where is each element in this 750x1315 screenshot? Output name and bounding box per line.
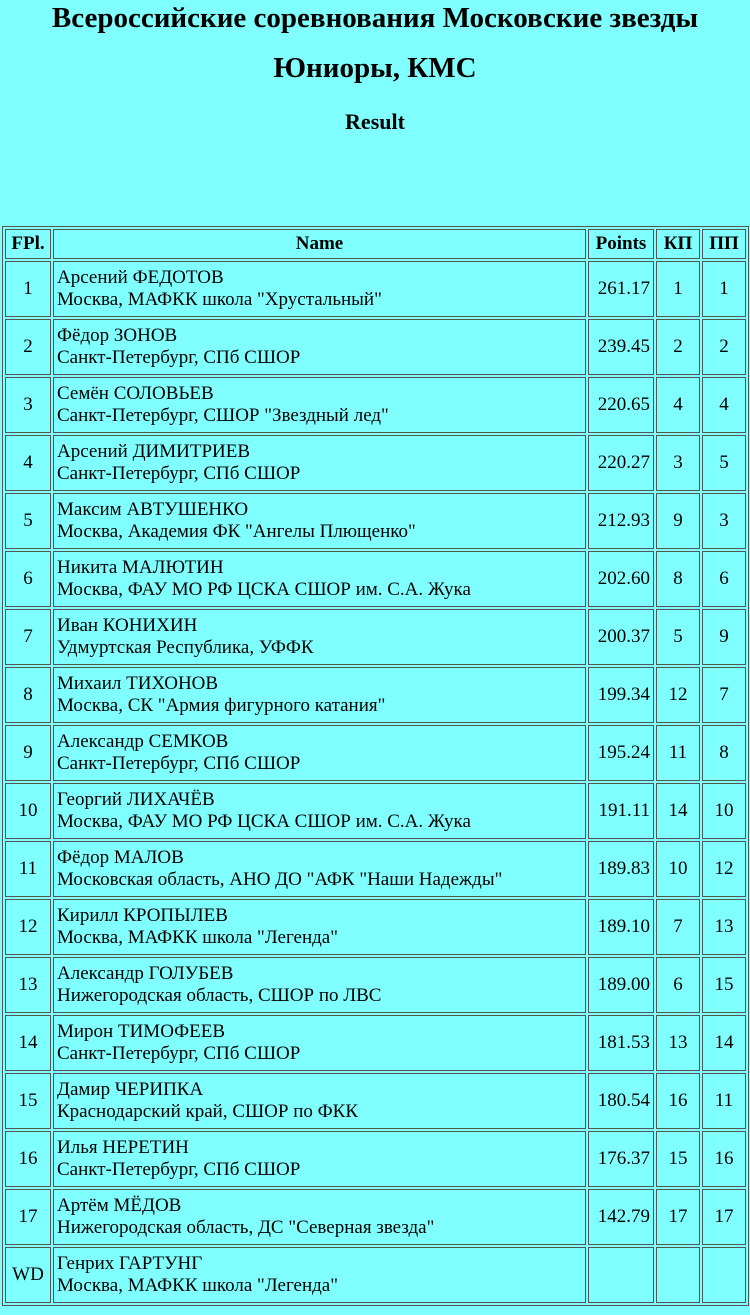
sp-cell — [656, 493, 700, 549]
sp-cell — [656, 783, 700, 839]
skater-cell — [53, 1189, 586, 1245]
sp-cell — [656, 435, 700, 491]
place-cell — [5, 725, 51, 781]
fs-rank: 14 — [714, 1032, 734, 1053]
sp-cell — [656, 1247, 700, 1303]
sp-cell — [656, 841, 700, 897]
skater-cell — [53, 1247, 586, 1303]
sp-cell — [656, 609, 700, 665]
skater-name: Михаил ТИХОНОВ — [57, 673, 219, 694]
place: 11 — [18, 858, 38, 879]
place: 5 — [23, 510, 33, 531]
skater-club: Москва, ФАУ МО РФ ЦСКА СШОР им. С.А. Жука — [57, 811, 471, 832]
skater-cell — [53, 957, 586, 1013]
points-value: 142.79 — [597, 1206, 650, 1227]
fs-cell — [702, 261, 746, 317]
sp-rank: 1 — [673, 278, 683, 299]
points-value: 239.45 — [597, 336, 650, 357]
place-cell — [5, 551, 51, 607]
skater-name: Семён СОЛОВЬЕВ — [57, 383, 214, 404]
points-cell — [588, 1131, 654, 1187]
skater-club: Санкт-Петербург, СШОР "Звездный лед" — [57, 405, 389, 426]
fs-cell — [702, 1015, 746, 1071]
fs-rank: 10 — [714, 800, 734, 821]
fs-rank: 13 — [714, 916, 734, 937]
points-cell — [588, 1189, 654, 1245]
skater-club: Москва, СК "Армия фигурного катания" — [57, 695, 386, 716]
points-cell — [588, 493, 654, 549]
fs-rank: 3 — [719, 510, 729, 531]
skater-cell — [53, 377, 586, 433]
fs-cell — [702, 319, 746, 375]
skater-club: Московская область, АНО ДО "АФК "Наши Надежды" — [57, 869, 503, 890]
category-title: Юниоры, КМС — [273, 52, 477, 84]
points-value: 189.00 — [597, 974, 650, 995]
table-row — [5, 551, 746, 607]
points-value: 195.24 — [597, 742, 650, 763]
skater-club: Санкт-Петербург, СПб СШОР — [57, 463, 301, 484]
page-title: Всероссийские соревнования Московские звезды — [51, 2, 699, 34]
points-cell — [588, 551, 654, 607]
points-cell — [588, 841, 654, 897]
sp-cell — [656, 377, 700, 433]
points-value: 220.27 — [597, 452, 650, 473]
place-cell — [5, 319, 51, 375]
skater-cell — [53, 435, 586, 491]
skater-club: Нижегородская область, СШОР по ЛВС — [57, 985, 382, 1006]
sp-rank: 9 — [673, 510, 683, 531]
sp-rank: 16 — [668, 1090, 688, 1111]
points-cell — [588, 1015, 654, 1071]
skater-name: Кирилл КРОПЫЛЕВ — [57, 905, 228, 926]
points-value: 220.65 — [597, 394, 650, 415]
sp-cell — [656, 667, 700, 723]
points-cell — [588, 725, 654, 781]
place: 14 — [18, 1032, 38, 1053]
col-fs: ПП — [702, 229, 746, 259]
sp-cell — [656, 1073, 700, 1129]
skater-cell — [53, 493, 586, 549]
skater-name: Илья НЕРЕТИН — [57, 1137, 189, 1158]
skater-club: Нижегородская область, ДС "Северная звезда" — [57, 1217, 435, 1238]
place-cell — [5, 261, 51, 317]
sp-rank: 12 — [668, 684, 688, 705]
fs-cell — [702, 551, 746, 607]
skater-club: Москва, Академия ФК "Ангелы Плющенко" — [57, 521, 416, 542]
fs-cell — [702, 1189, 746, 1245]
fs-rank: 15 — [714, 974, 734, 995]
place: 6 — [23, 568, 33, 589]
header-row — [5, 229, 746, 259]
skater-name: Генрих ГАРТУНГ — [57, 1253, 203, 1274]
skater-club: Москва, МАФКК школа "Хрустальный" — [57, 289, 382, 310]
place: 17 — [18, 1206, 38, 1227]
table-row — [5, 1247, 746, 1303]
points-value: 181.53 — [597, 1032, 650, 1053]
skater-name: Александр СЕМКОВ — [57, 731, 229, 752]
points-cell — [588, 609, 654, 665]
sp-rank: 15 — [668, 1148, 688, 1169]
points-value: 189.83 — [597, 858, 650, 879]
skater-cell — [53, 841, 586, 897]
table-row — [5, 957, 746, 1013]
points-value: 199.34 — [597, 684, 650, 705]
skater-cell — [53, 1073, 586, 1129]
col-points: Points — [588, 229, 654, 259]
fs-cell — [702, 609, 746, 665]
points-cell — [588, 1073, 654, 1129]
points-cell — [588, 261, 654, 317]
table-row — [5, 319, 746, 375]
sp-rank: 17 — [668, 1206, 688, 1227]
skater-club: Москва, МАФКК школа "Легенда" — [57, 1275, 338, 1296]
table-row — [5, 493, 746, 549]
sp-cell — [656, 1015, 700, 1071]
skater-club: Санкт-Петербург, СПб СШОР — [57, 1043, 301, 1064]
fs-cell — [702, 1247, 746, 1303]
sp-rank: 7 — [673, 916, 683, 937]
sp-rank: 14 — [668, 800, 688, 821]
points-value: 191.11 — [598, 800, 650, 821]
points-cell — [588, 435, 654, 491]
place: WD — [12, 1264, 44, 1285]
fs-rank: 9 — [719, 626, 729, 647]
skater-cell — [53, 319, 586, 375]
table-row — [5, 1131, 746, 1187]
place: 3 — [23, 394, 33, 415]
sp-cell — [656, 1189, 700, 1245]
points-value: 189.10 — [597, 916, 650, 937]
skater-club: Удмуртская Республика, УФФК — [57, 637, 314, 658]
table-row — [5, 899, 746, 955]
skater-name: Александр ГОЛУБЕВ — [57, 963, 234, 984]
table-row — [5, 1073, 746, 1129]
place-cell — [5, 493, 51, 549]
fs-rank: 17 — [714, 1206, 734, 1227]
result-subtitle: Result — [345, 109, 405, 134]
place-cell — [5, 1073, 51, 1129]
sp-cell — [656, 319, 700, 375]
sp-rank: 11 — [668, 742, 688, 763]
sp-rank: 4 — [673, 394, 683, 415]
fs-rank: 16 — [714, 1148, 734, 1169]
sp-rank: 10 — [668, 858, 688, 879]
sp-cell — [656, 725, 700, 781]
skater-cell — [53, 725, 586, 781]
points-value: 212.93 — [597, 510, 650, 531]
place-cell — [5, 667, 51, 723]
points-value: 202.60 — [597, 568, 650, 589]
place: 4 — [23, 452, 33, 473]
place-cell — [5, 609, 51, 665]
sp-cell — [656, 899, 700, 955]
skater-club: Краснодарский край, СШОР по ФКК — [57, 1101, 358, 1122]
fs-cell — [702, 841, 746, 897]
place-cell — [5, 899, 51, 955]
skater-cell — [53, 1131, 586, 1187]
fs-cell — [702, 899, 746, 955]
sp-cell — [656, 957, 700, 1013]
place: 16 — [18, 1148, 38, 1169]
sp-cell — [656, 551, 700, 607]
place: 2 — [23, 336, 33, 357]
fs-cell — [702, 435, 746, 491]
table-row — [5, 783, 746, 839]
place-cell — [5, 1015, 51, 1071]
skater-name: Никита МАЛЮТИН — [57, 557, 224, 578]
points-value: 180.54 — [597, 1090, 650, 1111]
place-cell — [5, 435, 51, 491]
fs-rank: 8 — [719, 742, 729, 763]
fs-rank: 7 — [719, 684, 729, 705]
skater-club: Санкт-Петербург, СПб СШОР — [57, 753, 301, 774]
skater-cell — [53, 609, 586, 665]
fs-cell — [702, 957, 746, 1013]
skater-name: Арсений ФЕДОТОВ — [57, 267, 224, 288]
table-row — [5, 261, 746, 317]
sp-rank: 3 — [673, 452, 683, 473]
fs-cell — [702, 377, 746, 433]
skater-club: Санкт-Петербург, СПб СШОР — [57, 1159, 301, 1180]
skater-club: Санкт-Петербург, СПб СШОР — [57, 347, 301, 368]
fs-cell — [702, 783, 746, 839]
skater-club: Москва, ФАУ МО РФ ЦСКА СШОР им. С.А. Жука — [57, 579, 471, 600]
table-row — [5, 1015, 746, 1071]
place-cell — [5, 1131, 51, 1187]
col-name: Name — [53, 229, 586, 259]
place: 9 — [23, 742, 33, 763]
points-value: 176.37 — [597, 1148, 650, 1169]
place: 10 — [18, 800, 38, 821]
skater-name: Арсений ДИМИТРИЕВ — [57, 441, 251, 462]
table-row — [5, 609, 746, 665]
fs-rank: 2 — [719, 336, 729, 357]
skater-name: Георгий ЛИХАЧЁВ — [57, 789, 215, 810]
skater-cell — [53, 899, 586, 955]
skater-cell — [53, 261, 586, 317]
fs-cell — [702, 493, 746, 549]
points-cell — [588, 377, 654, 433]
fs-rank: 12 — [714, 858, 734, 879]
place-cell — [5, 1247, 51, 1303]
points-cell — [588, 957, 654, 1013]
sp-cell — [656, 261, 700, 317]
fs-cell — [702, 667, 746, 723]
points-cell — [588, 899, 654, 955]
fs-cell — [702, 725, 746, 781]
fs-rank: 11 — [714, 1090, 734, 1111]
place: 8 — [23, 684, 33, 705]
place-cell — [5, 957, 51, 1013]
sp-rank: 6 — [673, 974, 683, 995]
results-table — [2, 226, 749, 1306]
points-cell — [588, 319, 654, 375]
skater-name: Максим АВТУШЕНКО — [57, 499, 249, 520]
fs-rank: 5 — [719, 452, 729, 473]
table-row — [5, 667, 746, 723]
skater-club: Москва, МАФКК школа "Легенда" — [57, 927, 338, 948]
place-cell — [5, 377, 51, 433]
sp-rank: 5 — [673, 626, 683, 647]
skater-name: Иван КОНИХИН — [57, 615, 198, 636]
table-row — [5, 841, 746, 897]
place-cell — [5, 783, 51, 839]
skater-cell — [53, 551, 586, 607]
sp-rank: 13 — [668, 1032, 688, 1053]
fs-rank: 6 — [719, 568, 729, 589]
place: 15 — [18, 1090, 38, 1111]
table-row — [5, 1189, 746, 1245]
place: 12 — [18, 916, 38, 937]
skater-cell — [53, 1015, 586, 1071]
skater-cell — [53, 783, 586, 839]
table-row — [5, 435, 746, 491]
skater-name: Дамир ЧЕРИПКА — [57, 1079, 204, 1100]
points-cell — [588, 667, 654, 723]
fs-rank: 4 — [719, 394, 729, 415]
table-row — [5, 377, 746, 433]
sp-cell — [656, 1131, 700, 1187]
points-value: 200.37 — [597, 626, 650, 647]
table-row — [5, 725, 746, 781]
skater-cell — [53, 667, 586, 723]
place: 7 — [23, 626, 33, 647]
skater-name: Артём МЁДОВ — [57, 1195, 182, 1216]
col-sp: КП — [656, 229, 700, 259]
col-place: FPl. — [5, 229, 51, 259]
points-value: 261.17 — [597, 278, 650, 299]
place-cell — [5, 1189, 51, 1245]
place-cell — [5, 841, 51, 897]
skater-name: Фёдор ЗОНОВ — [57, 325, 178, 346]
fs-rank: 1 — [719, 278, 729, 299]
place: 13 — [18, 974, 38, 995]
points-cell — [588, 783, 654, 839]
sp-rank: 8 — [673, 568, 683, 589]
skater-name: Мирон ТИМОФЕЕВ — [57, 1021, 226, 1042]
fs-cell — [702, 1073, 746, 1129]
place: 1 — [23, 278, 33, 299]
sp-rank: 2 — [673, 336, 683, 357]
fs-cell — [702, 1131, 746, 1187]
points-cell — [588, 1247, 654, 1303]
skater-name: Фёдор МАЛОВ — [57, 847, 184, 868]
